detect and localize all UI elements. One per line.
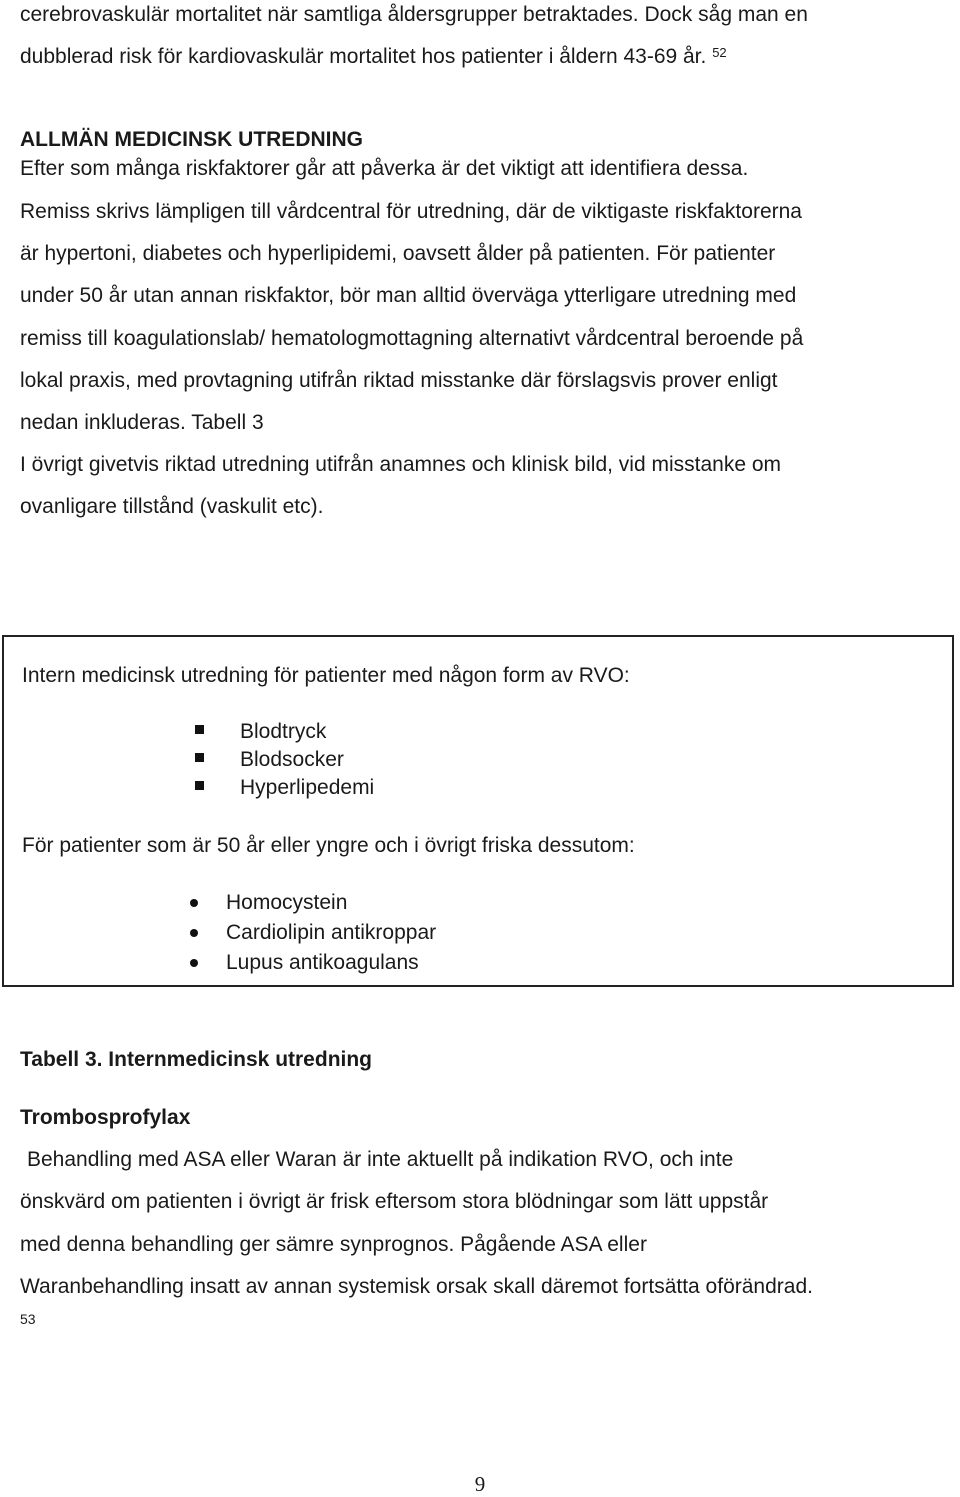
section1-line: Remiss skrivs lämpligen till vårdcentral för utredning, där de viktigaste riskfaktorerna bbox=[20, 200, 802, 223]
box-intro: Intern medicinsk utredning för patienter med någon form av RVO: bbox=[22, 664, 630, 687]
list-item: Cardiolipin antikroppar bbox=[226, 921, 437, 944]
bullet-dot-icon bbox=[190, 899, 198, 907]
section2-line: önskvärd om patienten i övrigt är frisk eftersom stora blödningar som lätt uppstår bbox=[20, 1190, 769, 1213]
section1-line: lokal praxis, med provtagning utifrån riktad misstanke där förslagsvis prover enligt bbox=[20, 369, 778, 392]
square-bullet-icon bbox=[195, 781, 204, 790]
table-caption: Tabell 3. Internmedicinsk utredning bbox=[20, 1048, 373, 1071]
list-item: Homocystein bbox=[226, 891, 348, 914]
list-item: Blodtryck bbox=[240, 720, 327, 743]
footnote-ref-52: 52 bbox=[712, 45, 727, 60]
page-number: 9 bbox=[474, 1472, 486, 1496]
section-heading-allman-medicinsk-utredning: ALLMÄN MEDICINSK UTREDNING bbox=[20, 128, 363, 151]
bullet-dot-icon bbox=[190, 929, 198, 937]
intro-line-2-text: dubblerad risk för kardiovaskulär mortalitet hos patienter i åldern 43-69 år. bbox=[20, 45, 707, 68]
section2-line: Behandling med ASA eller Waran är inte aktuellt på indikation RVO, och inte bbox=[27, 1148, 734, 1171]
list-item: Blodsocker bbox=[240, 748, 344, 771]
intro-line-2 bbox=[20, 44, 727, 70]
section2-line: Waranbehandling insatt av annan systemisk orsak skall däremot fortsätta oförändrad. bbox=[20, 1275, 813, 1298]
box-intro-2: För patienter som är 50 år eller yngre och i övrigt friska dessutom: bbox=[22, 834, 635, 857]
square-bullet-icon bbox=[195, 725, 204, 734]
section1-line: ovanligare tillstånd (vaskulit etc). bbox=[20, 495, 324, 518]
section-heading-trombosprofylax: Trombosprofylax bbox=[20, 1106, 191, 1129]
bullet-dot-icon bbox=[190, 959, 198, 967]
section1-line: I övrigt givetvis riktad utredning utifrån anamnes och klinisk bild, vid misstanke om bbox=[20, 453, 782, 476]
table-3-box bbox=[2, 635, 954, 987]
section1-line: är hypertoni, diabetes och hyperlipidemi, oavsett ålder på patienten. För patienter bbox=[20, 242, 776, 265]
section1-line: remiss till koagulationslab/ hematologmottagning alternativt vårdcentral beroende på bbox=[20, 327, 804, 350]
section2-line: med denna behandling ger sämre synprognos. Pågående ASA eller bbox=[20, 1233, 647, 1256]
list-item: Lupus antikoagulans bbox=[226, 951, 419, 974]
footnote-ref-53: 53 bbox=[20, 1311, 36, 1327]
section1-line: under 50 år utan annan riskfaktor, bör man alltid överväga ytterligare utredning med bbox=[20, 284, 797, 307]
section1-line: Efter som många riskfaktorer går att påverka är det viktigt att identifiera dessa. bbox=[20, 157, 749, 180]
list-item: Hyperlipedemi bbox=[240, 776, 375, 799]
intro-line-1: cerebrovaskulär mortalitet när samtliga åldersgrupper betraktades. Dock såg man en bbox=[20, 3, 808, 26]
section1-line: nedan inkluderas. Tabell 3 bbox=[20, 411, 264, 434]
square-bullet-icon bbox=[195, 753, 204, 762]
